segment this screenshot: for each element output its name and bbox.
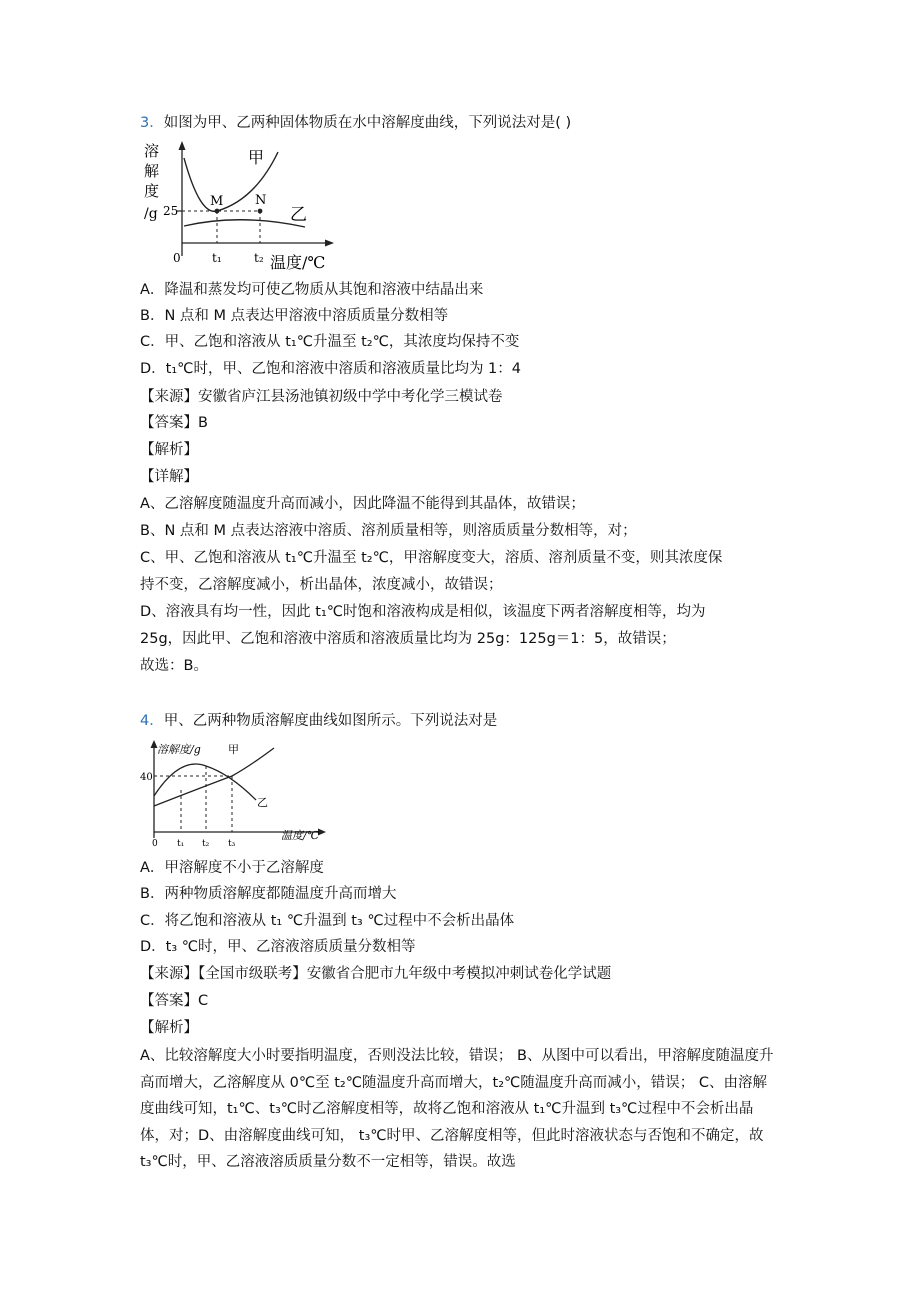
q3-tick-t1: t₁ bbox=[212, 251, 222, 265]
q3-xlabel: 温度/℃ bbox=[270, 253, 326, 272]
q3-ylabel-3: 度 bbox=[144, 182, 160, 200]
q4-analysis-heading: 【解析】 bbox=[140, 1020, 198, 1036]
q3-solubility-chart bbox=[140, 138, 340, 276]
q3-explain-c-2: 持不变，乙溶解度减小，析出晶体，浓度减小，故错误； bbox=[140, 577, 503, 593]
q3-detail-heading: 【详解】 bbox=[140, 469, 198, 485]
q4-xlabel: 温度/℃ bbox=[281, 829, 320, 842]
q3-explain-c-1: C、甲、乙饱和溶液从 t₁℃升温至 t₂℃，甲溶解度变大，溶质、溶剂质量不变，则其浓度保 bbox=[140, 550, 723, 566]
q3-analysis-heading: 【解析】 bbox=[140, 442, 198, 458]
q4-series-yi bbox=[154, 764, 256, 800]
q4-x-arrow bbox=[318, 829, 326, 836]
q3-ylabel-2: 解 bbox=[144, 162, 160, 180]
q4-ylabel: 溶解度/g bbox=[157, 743, 201, 756]
q3-point-m bbox=[215, 209, 220, 214]
q3-tick-25: 25 bbox=[163, 204, 179, 218]
q4-tick-40: 40 bbox=[140, 772, 153, 783]
q4-tick-t1: t₁ bbox=[177, 839, 185, 849]
q4-number: 4． bbox=[140, 713, 164, 729]
q3-option-c: C．甲、乙饱和溶液从 t₁℃升温至 t₂℃，其浓度均保持不变 bbox=[140, 334, 520, 350]
q3-explain-d-1: D、溶液具有均一性，因此 t₁℃时饱和溶液构成是相似，该温度下两者溶解度相等，均为 bbox=[140, 604, 706, 620]
q4-label-yi: 乙 bbox=[257, 796, 268, 809]
q4-tick-t2: t₂ bbox=[202, 839, 210, 849]
q4-option-b: B．两种物质溶解度都随温度升高而增大 bbox=[140, 886, 397, 902]
q3-label-jia: 甲 bbox=[248, 148, 265, 167]
q3-source: 【来源】安徽省庐江县汤池镇初级中学中考化学三模试卷 bbox=[140, 389, 503, 405]
q3-label-m: M bbox=[210, 194, 224, 209]
q3-ylabel-1: 溶 bbox=[144, 142, 160, 160]
q3-point-n bbox=[258, 209, 263, 214]
q3-explain-a: A、乙溶解度随温度升高而减小，因此降温不能得到其晶体，故错误； bbox=[140, 496, 585, 512]
q4-option-c: C．将乙饱和溶液从 t₁ ℃升温到 t₃ ℃过程中不会析出晶体 bbox=[140, 913, 515, 929]
q4-series-jia bbox=[154, 748, 274, 806]
q3-answer: 【答案】B bbox=[140, 415, 208, 431]
q4-label-jia: 甲 bbox=[228, 743, 239, 756]
q3-y-arrow bbox=[179, 141, 186, 150]
q3-option-a: A．降温和蒸发均可使乙物质从其饱和溶液中结晶出来 bbox=[140, 282, 484, 298]
q4-explain: A、比较溶解度大小时要指明温度，否则没法比较，错误； B、从图中可以看出，甲溶解度随温度升高而增大，乙溶解度从 0℃至 t₂℃随温度升高而增大，t₂℃随温度升高而减小，错误； C、由溶解度曲线可知，t₁℃、t₃℃时乙溶解度相等，故将乙饱和溶液从 t₁℃升温到 t₃℃过程中不会析出晶体，对；D、由溶解度曲线可知， t₃℃时甲、乙溶解度相等，但此时溶液状态与否饱和不确定，故 t₃℃时，甲、乙溶液溶质质量分数不一定相等，错误。故选 bbox=[140, 1048, 774, 1170]
q4-option-d: D．t₃ ℃时，甲、乙溶液溶质质量分数相等 bbox=[140, 939, 416, 955]
q3-x-arrow bbox=[325, 240, 334, 247]
q4-answer: 【答案】C bbox=[140, 993, 209, 1009]
q3-number: 3． bbox=[140, 115, 164, 131]
q4-stem: 甲、乙两种物质溶解度曲线如图所示。下列说法对是 bbox=[163, 713, 498, 729]
q3-option-b: B．N 点和 M 点表达甲溶液中溶质质量分数相等 bbox=[140, 308, 449, 324]
q3-series-yi bbox=[184, 220, 305, 227]
q3-tick-t2: t₂ bbox=[254, 251, 264, 265]
q3-origin: 0 bbox=[173, 251, 181, 265]
q3-option-d: D．t₁℃时，甲、乙饱和溶液中溶质和溶液质量比均为 1：4 bbox=[140, 361, 522, 377]
q4-source: 【来源】【全国市级联考】安徽省合肥市九年级中考模拟冲刺试卷化学试题 bbox=[140, 966, 612, 982]
q3-choose: 故选：B。 bbox=[140, 658, 208, 674]
q3-label-n: N bbox=[255, 193, 267, 208]
q3-explain-d-2: 25g，因此甲、乙饱和溶液中溶质和溶液质量比均为 25g：125g＝1：5，故错误； bbox=[140, 631, 676, 647]
q3-ylabel-4: /g bbox=[144, 206, 158, 222]
q4-origin: 0 bbox=[152, 839, 158, 849]
q3-explain-b: B、N 点和 M 点表达溶液中溶质、溶剂质量相等，则溶质质量分数相等，对； bbox=[140, 523, 637, 539]
q4-solubility-chart bbox=[140, 738, 330, 853]
q3-stem: 如图为甲、乙两种固体物质在水中溶解度曲线，下列说法对是( ) bbox=[163, 115, 572, 131]
q3-stem-line bbox=[140, 113, 780, 133]
q4-option-a: A．甲溶解度不小于乙溶解度 bbox=[140, 860, 324, 876]
q4-stem-line bbox=[140, 711, 780, 731]
q3-label-yi: 乙 bbox=[290, 205, 307, 225]
q4-tick-t3: t₃ bbox=[228, 839, 236, 849]
